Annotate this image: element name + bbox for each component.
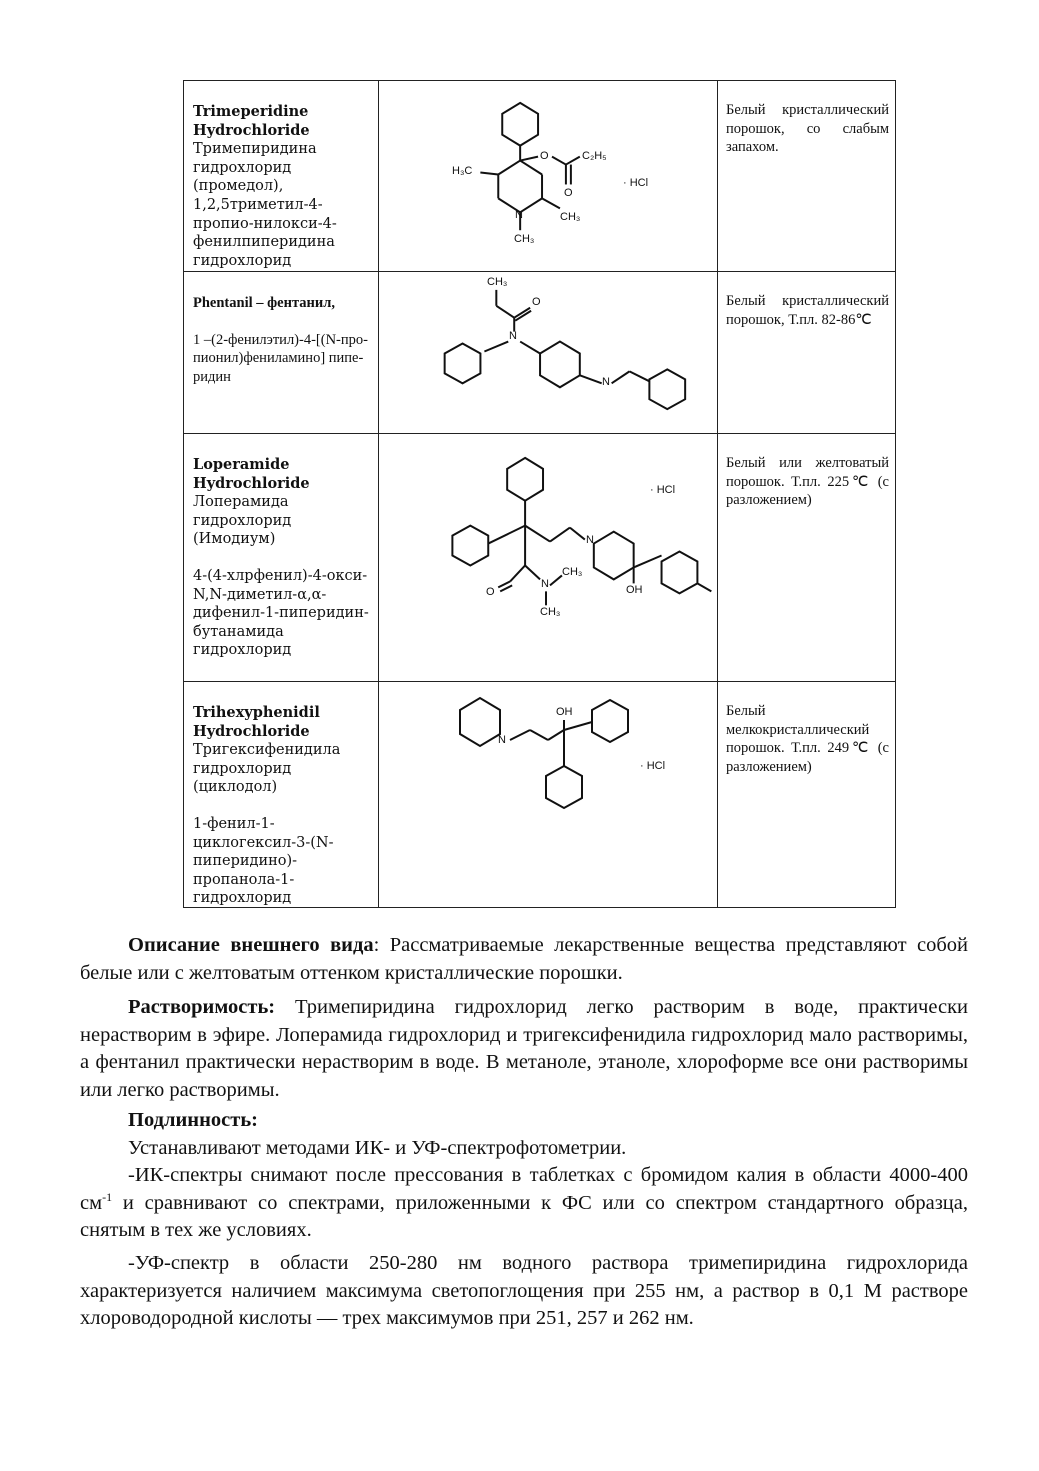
structure-label: H₃C [452,165,473,177]
ir-text-b: и сравнивают со спектрами, приложенными к ФС или со спектром стандартного образца, снятым в тех же условиях. [80,1191,968,1242]
ir-text-a: -ИК-спектры снимают после прессования в таблетках с бромидом калия в области 4000-400 см [80,1164,968,1214]
solubility-paragraph [80,994,968,1104]
solubility-heading: Растворимость: [128,996,276,1018]
name-russian: Лоперамида гидрохлорид (Имодиум) [193,494,292,548]
chemical-name: 1-фенил-1-циклогексил-3-(N-пиперидино)-пропанола-1-гидрохлорид [193,815,334,907]
solubility-text: Тримепиридина гидрохлорид легко растворим в воде, практически нерастворим в эфире. Лоперамида гидрохлорид и тригексифенидила гидрохлорид мало растворимы, а фентанил практически нерастворим в воде. В метаноле, этаноле, хлороформе все они растворимы или легко растворимы. [80,996,968,1101]
structure-label: CH₃ [514,233,535,245]
structure-label: N [515,209,523,221]
description-cell: Белый кристаллический порошок, Т.пл. 82-86℃ [726,293,889,328]
appearance-heading: Описание внешнего вида [128,934,374,956]
table-row [184,682,895,909]
description-cell: Белый мелкокристаллический порошок. Т.пл. 249℃ (с разложением) [726,703,889,775]
structure-label: · HCl [640,760,666,772]
appearance-paragraph [80,932,968,987]
appearance-text: : Рассматриваемые лекарственные вещества представляют собой белые или с желтоватым оттенком кристаллические порошки. [80,934,969,984]
structure-label: N [541,578,549,590]
structure-label: OH [556,706,573,718]
identity-heading-line [80,1107,968,1135]
chemical-name: 1 –(2-фенилэтил)-4-[(N-про-пионил)фениламино] пипе-ридин [193,331,368,385]
name-russian: Тригексифенидила гидрохлорид (циклодол) [193,742,341,796]
structure-label: N [586,534,594,546]
name-english: Trimeperidine Hydrochloride [193,103,310,139]
structure-fentanyl [380,272,718,433]
table-row [184,272,895,434]
chemical-name: 4-(4-хлрфенил)-4-окси-N,N-диметил-α,α-дифенил-1-пиперидин-бутанамида гидрохлорид [193,567,369,659]
substance-name-cell [193,456,373,660]
structure-label: O [564,187,573,199]
structure-label: · HCl [623,177,649,189]
chemical-name: 1,2,5триметил-4-пропио-нилокси-4-фенилпиперидина гидрохлорид [193,196,337,269]
identity-heading: Подлинность: [128,1109,258,1131]
methods-paragraph [80,1135,968,1163]
structure-label: N [602,376,610,388]
structure-label: CH₃ [560,211,581,223]
structure-label: CH₃ [562,566,583,578]
table-row [184,434,895,682]
structure-loperamide [380,434,718,681]
substance-name-cell [193,294,373,386]
description-cell: Белый кристаллический порошок, со слабым запахом. [726,102,889,156]
structure-label: C₂H₅ [582,150,607,162]
substances-table [183,80,896,908]
structure-label: CH₃ [540,606,561,618]
structure-label: O [486,586,495,598]
structure-label: N [509,330,517,342]
structure-label: N [498,734,506,746]
name-russian: Тримепиридина гидрохлорид (промедол), [193,141,317,195]
structure-trihexyphenidyl [380,682,718,909]
uv-text: -УФ-спектр в области 250-280 нм водного раствора тримепиридина гидрохлорида характеризуется наличием максимума светопоглощения при 255 нм, а раствор в 0,1 М растворе хлороводородной кислоты — трех максимумов при 251, 257 и 262 нм. [80,1252,968,1330]
table-row [184,81,895,272]
substance-name-cell [193,704,373,908]
structure-label: O [532,296,541,308]
structure-label: O [540,150,549,162]
uv-paragraph [80,1250,968,1333]
description-cell: Белый или желтоватый порошок. Т.пл. 225℃ (с разложением) [726,455,889,509]
structure-trimeperidine [380,81,718,271]
structure-label: · HCl [650,484,676,496]
name-english: Loperamide Hydrochloride [193,456,310,492]
structure-label: OH [626,584,643,596]
ir-superscript: -1 [102,1189,113,1204]
methods-text: Устанавливают методами ИК- и УФ-спектрофотометрии. [128,1137,627,1159]
name-english: Trihexyphenidil Hydrochloride [193,704,320,740]
name-english: Phentanil – фентанил, [193,295,335,311]
structure-label: CH₃ [487,276,508,288]
ir-paragraph [80,1162,968,1245]
substance-name-cell [193,103,373,270]
